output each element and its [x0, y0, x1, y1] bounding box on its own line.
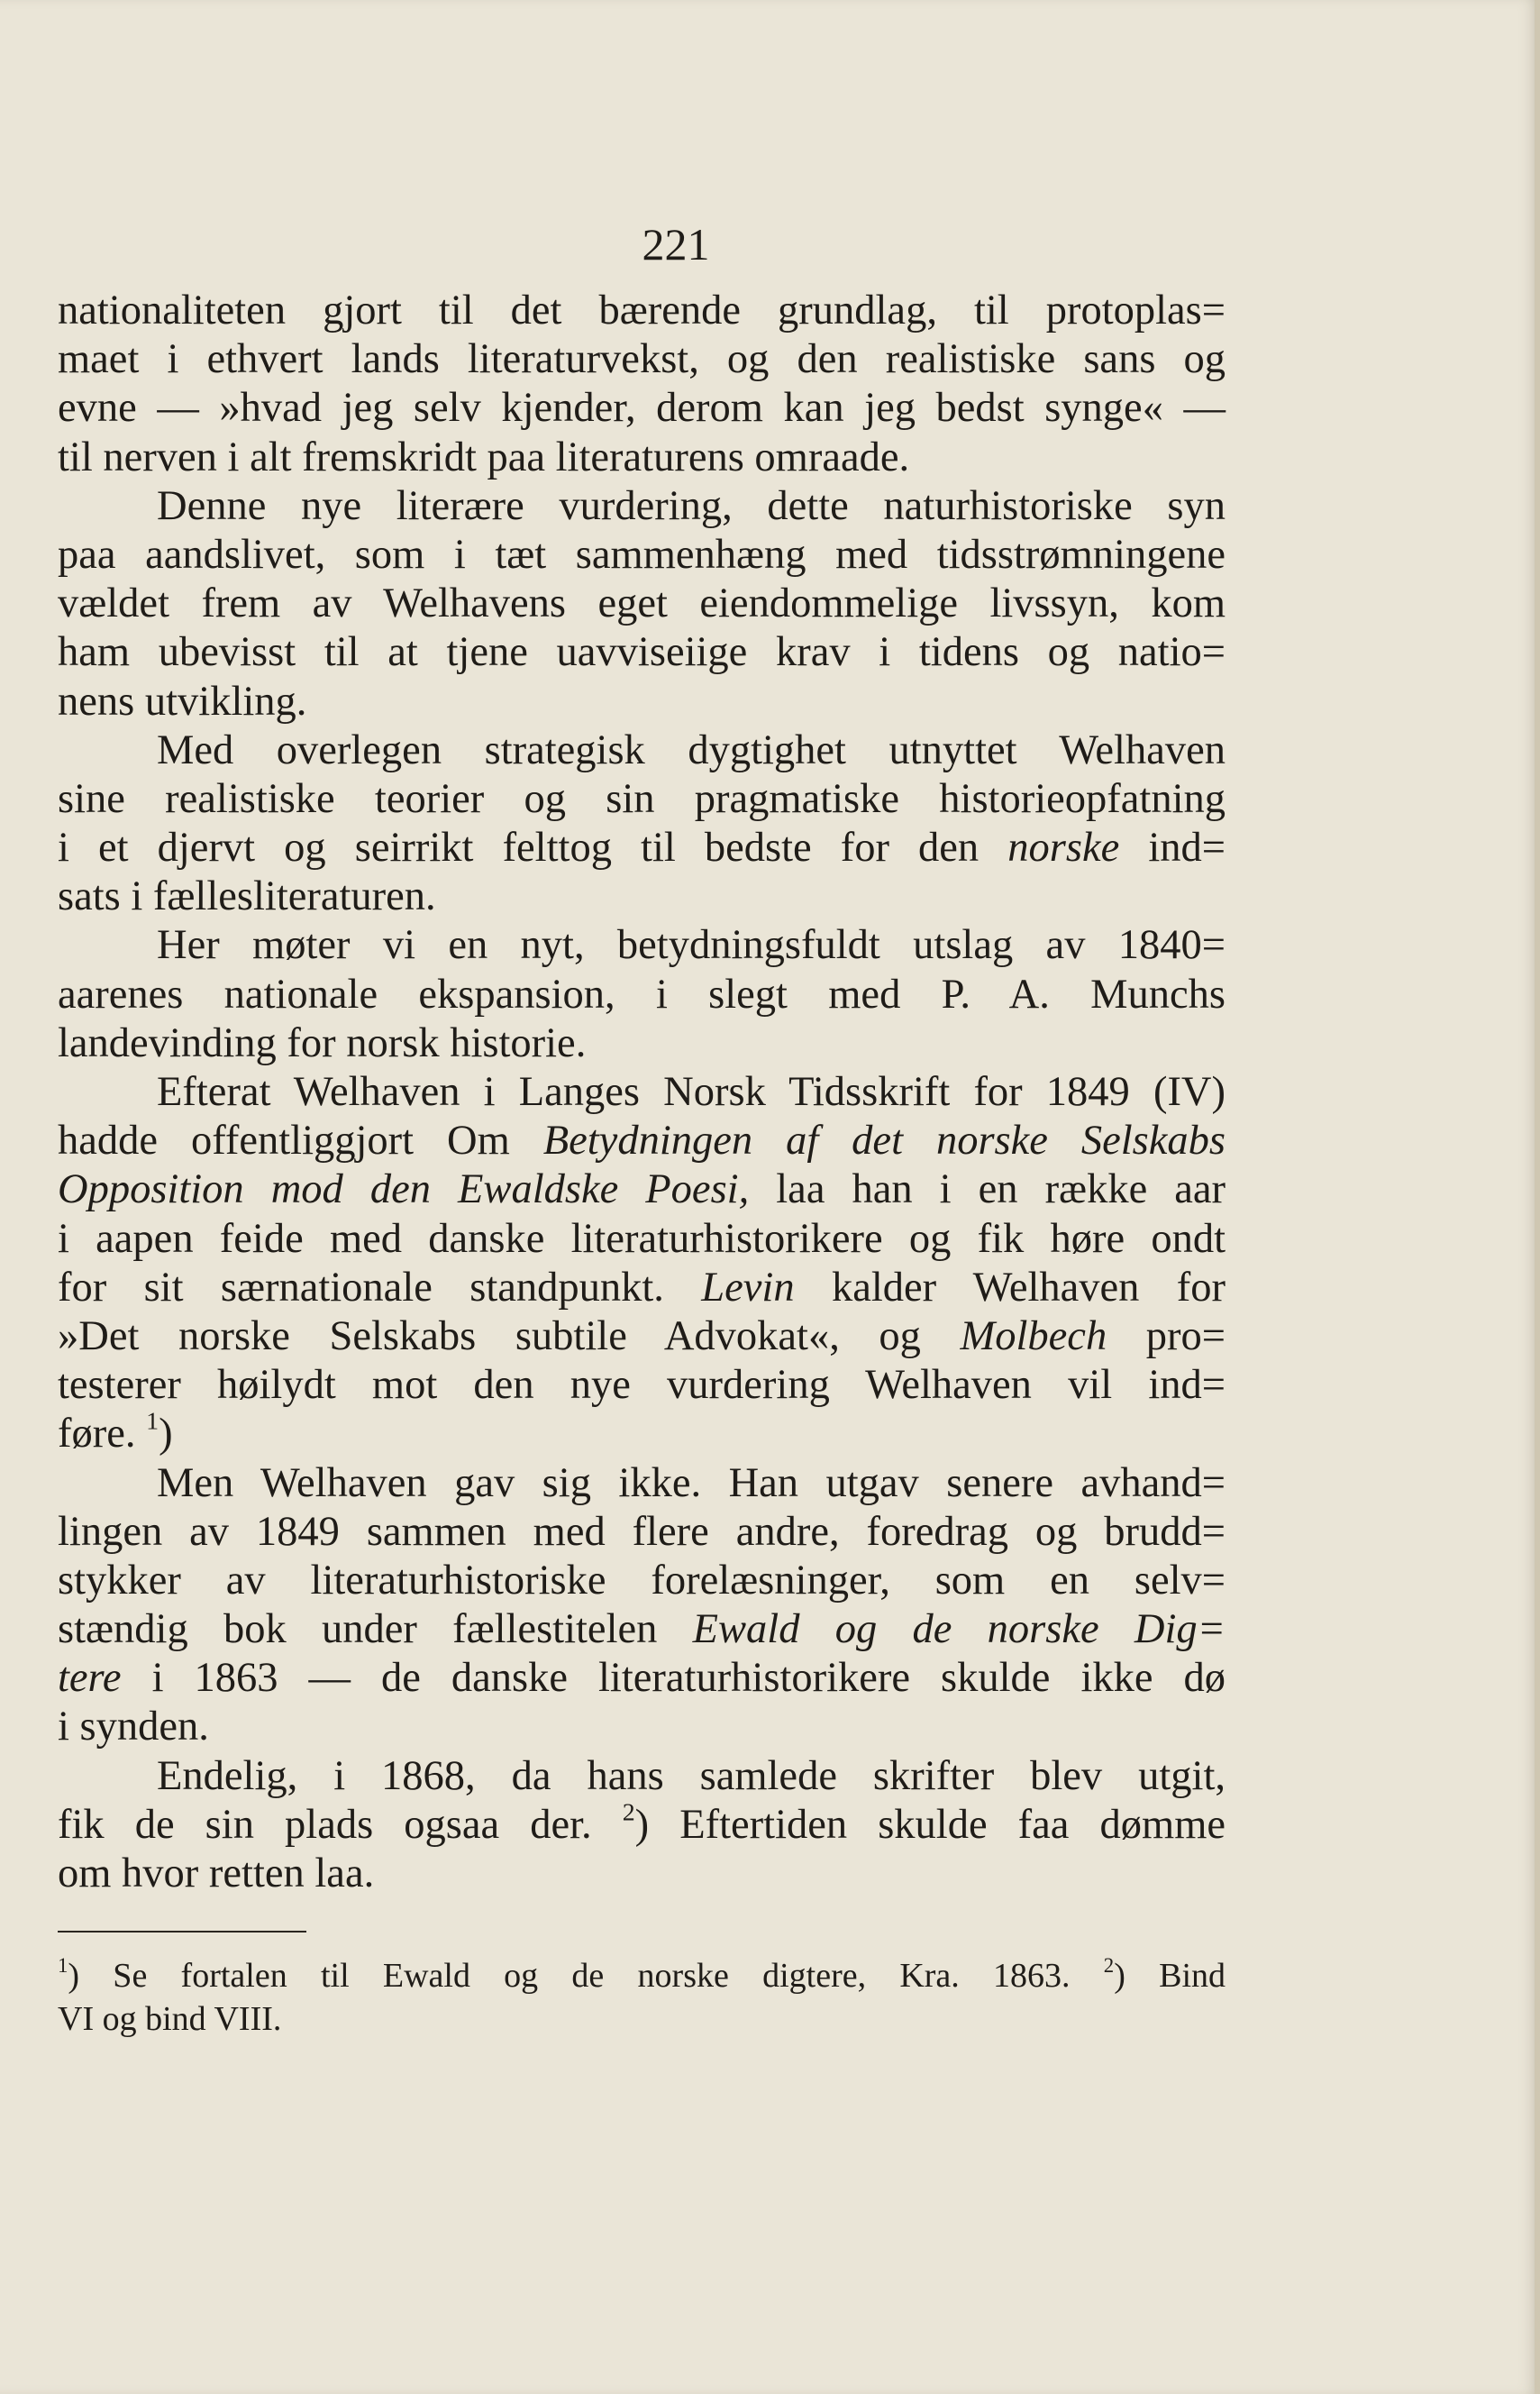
italic-word: norske	[1007, 825, 1120, 872]
text-segment: i et djervt og seirrikt felttog til bedste for den	[58, 825, 980, 872]
text-line: ham ubevisst til at tjene uavviseiige krav i tidens og natio=	[58, 629, 1226, 676]
text-segment: føre.	[58, 1411, 136, 1457]
text-line: aarenes nationale ekspansion, i slegt med P. A. Munchs	[58, 971, 1226, 1018]
text-line: i synden.	[58, 1704, 209, 1750]
text-segment: pro=	[1145, 1312, 1226, 1359]
text-line: nens utvikling.	[58, 678, 307, 725]
text-segment: ind=	[1148, 825, 1226, 872]
text-line: paa aandslivet, som i tæt sammenhæng med tidsstrømningene	[58, 531, 1226, 578]
footnotes	[58, 1954, 1226, 2041]
text-line: til nerven i alt fremskridt paa literaturens omraade.	[58, 434, 910, 480]
text-segment: fik de sin plads ogsaa der.	[58, 1801, 592, 1848]
text-line: sats i fællesliteraturen.	[58, 873, 436, 920]
text-line	[58, 1407, 1226, 1458]
text-line	[58, 1605, 1226, 1654]
text-line: nationaliteten gjort til det bærende grundlag, til protoplas=	[58, 288, 1226, 334]
text-line: testerer høilydt mot den nye vurdering Welhaven vil ind=	[58, 1362, 1226, 1409]
text-line: Her møter vi en nyt, betydningsfuldt utslag av 1840=	[157, 922, 1226, 969]
page-edge	[1535, 0, 1540, 2394]
text-line: sine realistiske teorier og sin pragmatiske historieopfatning	[58, 775, 1226, 822]
footnote-divider	[58, 1931, 306, 1933]
text-line: Denne nye literære vurdering, dette naturhistoriske syn	[157, 482, 1226, 529]
text-segment: i 1863 — de danske literaturhistorikere skulde ikke dø	[151, 1655, 1226, 1702]
body-text	[58, 287, 1226, 1898]
italic-name: Molbech	[960, 1312, 1107, 1359]
text-line: Efterat Welhaven i Langes Norsk Tidsskrift for 1849 (IV)	[157, 1069, 1226, 1115]
text-line: Med overlegen strategisk dygtighet utnyttet Welhaven	[157, 726, 1226, 773]
text-line: landevinding for norsk historie.	[58, 1019, 587, 1066]
text-line: vældet frem av Welhavens eget eiendommelige livssyn, kom	[58, 580, 1226, 627]
text-line: evne — »hvad jeg selv kjender, derom kan jeg bedst synge« —	[58, 385, 1226, 432]
text-line: lingen av 1849 sammen med flere andre, foredrag og brudd=	[58, 1508, 1226, 1555]
footnote-line: VI og bind VIII.	[58, 2000, 282, 2038]
italic-title: tere	[58, 1655, 122, 1702]
text-line	[58, 1165, 1226, 1214]
footnote-marker: 2	[1103, 1954, 1115, 1978]
text-line: maet i ethvert lands literaturvekst, og den realistiske sans og	[58, 336, 1226, 383]
text-line: Endelig, i 1868, da hans samlede skrifter blev utgit,	[157, 1752, 1226, 1799]
text-line: i aapen feide med danske literaturhistorikere og fik høre ondt	[58, 1215, 1226, 1262]
text-segment: laa han i en række aar	[776, 1166, 1226, 1213]
text-line	[58, 1264, 1226, 1312]
text-segment: )	[159, 1411, 173, 1457]
text-line	[58, 824, 1226, 873]
footnote-marker: 2	[622, 1798, 635, 1827]
text-segment: kalder Welhaven for	[831, 1264, 1226, 1311]
text-line: Men Welhaven gav sig ikke. Han utgav senere avhand=	[157, 1459, 1226, 1506]
text-segment: stændig bok under fællestitelen	[58, 1606, 658, 1653]
text-segment: hadde offentliggjort Om	[58, 1118, 510, 1165]
footnote-text: ) Se fortalen til Ewald og de norske digtere, Kra. 1863.	[68, 1957, 1071, 1995]
footnote-marker: 1	[146, 1407, 159, 1436]
text-segment: for sit særnationale standpunkt.	[58, 1264, 664, 1311]
footnote-text: ) Bind	[1114, 1957, 1226, 1995]
italic-name: Levin	[701, 1264, 795, 1311]
page-number: 221	[642, 219, 710, 270]
italic-title: Opposition mod den Ewaldske Poesi,	[58, 1166, 750, 1213]
text-segment: ) Eftertiden skulde faa dømme	[634, 1801, 1226, 1848]
italic-title: Ewald og de norske Dig=	[692, 1606, 1226, 1653]
text-line: stykker av literaturhistoriske forelæsninger, som en selv=	[58, 1557, 1226, 1604]
text-line	[58, 1312, 1226, 1361]
footnote-marker: 1	[58, 1954, 68, 1978]
text-line	[58, 1654, 1226, 1703]
text-line	[58, 1117, 1226, 1165]
italic-title: Betydningen af det norske Selskabs	[542, 1118, 1226, 1165]
footnote-line	[58, 1954, 1226, 1997]
text-segment: »Det norske Selskabs subtile Advokat«, og	[58, 1312, 921, 1359]
text-line: om hvor retten laa.	[58, 1850, 375, 1896]
text-line	[58, 1798, 1226, 1850]
